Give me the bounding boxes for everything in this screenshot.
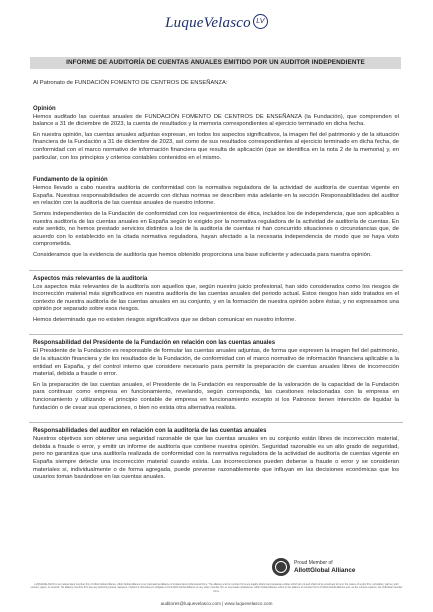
management-paragraph-1: El Presidente de la Fundación es responsable de formular las cuentas anuales adjuntas, de forma que expresen la imagen fiel del patrimonio, de la situación financiera y de los resultados de la Fundación, de conformidad con el marco normativo de información financiera aplicable a la entidad en España, y del control interno que considere necesario para permitir la preparación de cuentas anuales libres de incorrección material, debida a fraude o error.	[33, 348, 399, 378]
basis-paragraph-3: Consideramos que la evidencia de auditoría que hemos obtenido proporciona una base suficiente y adecuada para nuestra opinión.	[33, 251, 372, 258]
alliance-badge	[272, 558, 402, 578]
badge-tagline: Proud Member of	[294, 560, 333, 566]
key-matters-paragraph-1: Los aspectos más relevantes de la auditoría son aquellos que, según nuestro juicio profesional, han sido considerados como los riesgos de incorrección material más significativos en nuestra auditoría de las cuentas anuales del periodo actual. Estos riesgos han sido tratados en el contexto de nuestra auditoría de las cuentas anuales en su conjunto, y en la formación de nuestra opinión sobre éstas, y no expresamos una opinión por separado sobre esos riesgos.	[33, 283, 399, 313]
basis-paragraph-2: Somos independientes de la Fundación de conformidad con los requerimientos de ética, incluidos los de independencia, que son aplicables a nuestra auditoría de las cuentas anuales en España según lo exigido por la normativa reguladora de la actividad de auditoría de cuentas. En este sentido, no hemos prestado servicios distintos a los de la auditoría de cuentas ni han concurrido situaciones o circunstancias que, de acuerdo con lo establecido en la citada normativa reguladora, hayan afectado a la necesaria independencia de modo que se haya visto comprometida.	[33, 210, 399, 248]
section-heading-management-responsibility: Responsabilidad del Presidente de la Fundación en relación con las cuentas anuales	[33, 340, 276, 347]
badge-alliance-name: AllottGlobal Alliance	[294, 566, 356, 574]
opinion-paragraph-2: En nuestra opinión, las cuentas anuales adjuntas expresan, en todos los aspectos significativos, la imagen fiel del patrimonio y de la situación financiera de la Fundación a 31 de diciembre de 2023, así como de sus resultados correspondientes al ejercicio terminado en dicha fecha, de conformidad con el marco normativo de información financiera que resulta de aplicación (que se identifica en la nota 2 de la memoria) y, en particular, con los principios y criterios contables contenidos en el mismo.	[33, 131, 399, 161]
logo-monogram-icon: LV	[253, 14, 268, 29]
basis-paragraph-1: Hemos llevado a cabo nuestra auditoría de conformidad con la normativa reguladora de la actividad de auditoría de cuentas vigente en España. Nuestras responsabilidades de acuerdo con dichas normas se describen más adelante en la sección Responsabilidades del auditor en relación con la auditoría de las cuentas anuales de nuestro informe.	[33, 185, 399, 207]
report-body	[33, 80, 399, 482]
firm-logo	[0, 14, 433, 32]
addressee-line: Al Patronato de FUNDACIÓN FOMENTO DE CENTROS DE ENSEÑANZA:	[33, 80, 228, 86]
opinion-paragraph-1: Hemos auditado las cuentas anuales de FUNDACIÓN FOMENTO DE CENTROS DE ENSEÑANZA (la Fundación), que comprenden el balance a 31 de diciembre de 2023, la cuenta de resultados y la memoria correspondientes al ejercicio terminado en dicha fecha.	[33, 113, 399, 128]
section-divider	[29, 334, 403, 335]
alliance-globe-icon	[272, 558, 290, 576]
report-title-banner: INFORME DE AUDITORÍA DE CUENTAS ANUALES EMITIDO POR UN AUDITOR INDEPENDIENTE	[30, 57, 401, 69]
section-heading-auditor-responsibility: Responsabilidades del auditor en relación con la auditoría de las cuentas anuales	[33, 428, 267, 435]
section-divider	[29, 270, 403, 271]
section-heading-opinion: Opinión	[33, 105, 56, 112]
legal-disclaimer: LUQUEVELASCO is an independent member firm of Allott Global Alliance. Allott Global Alliance is an international alliance of independent professional firms. The alliance and its member firms are legally distinct and separate entities which do not and shall not be construed to be in the nature of a joint firm, subsidiary, partner, joint venture, agent, or network. No alliance member firm has any authority (actual, apparent, implied or otherwise) to obligate or bind Allott Global Alliance or any other member firm or any leader whatsoever. Allott Global Alliance refers to the alliance of member firms of Allott Global Alliance and, as the context requires, the individual member firms.	[30, 583, 403, 593]
section-heading-basis: Fundamento de la opinión	[33, 177, 108, 184]
management-paragraph-2: En la preparación de las cuentas anuales, el Presidente de la Fundación es responsable de la valoración de la capacidad de la Fundación para continuar como empresa en funcionamiento, revelando, según corresponda, las cuestiones relacionadas con la empresa en funcionamiento y utilizando el principio contable de empresa en funcionamiento excepto si los Patronos tienen intención de liquidar la fundación o de cesar sus operaciones, o bien no exista otra alternativa realista.	[33, 381, 399, 411]
section-divider	[29, 422, 403, 423]
footer-contact: auditores@luquevelasco.com | www.luquevelasco.com	[160, 601, 273, 606]
logo-wordmark: LuqueVelasco	[165, 15, 251, 31]
auditor-paragraph-1: Nuestros objetivos son obtener una seguridad razonable de que las cuentas anuales en su conjunto están libres de incorrección material, debida a fraude o error, y emitir un informe de auditoría que contiene nuestra opinión. Seguridad razonable es un alto grado de seguridad, pero no garantiza que una auditoría realizada de conformidad con la normativa reguladora de la actividad de auditoría de cuentas vigente en España siempre detecte una incorrección material cuando exista. Las incorrecciones pueden deberse a fraude o error y se consideran materiales si, individualmente o de forma agregada, puede preverse razonablemente que influyan en las decisiones económicas que los usuarios toman basándose en las cuentas anuales.	[33, 436, 399, 481]
key-matters-paragraph-2: Hemos determinado que no existen riesgos significativos que se deban comunicar en nuestro informe.	[33, 316, 296, 323]
section-heading-key-matters: Aspectos más relevantes de la auditoría	[33, 275, 148, 282]
